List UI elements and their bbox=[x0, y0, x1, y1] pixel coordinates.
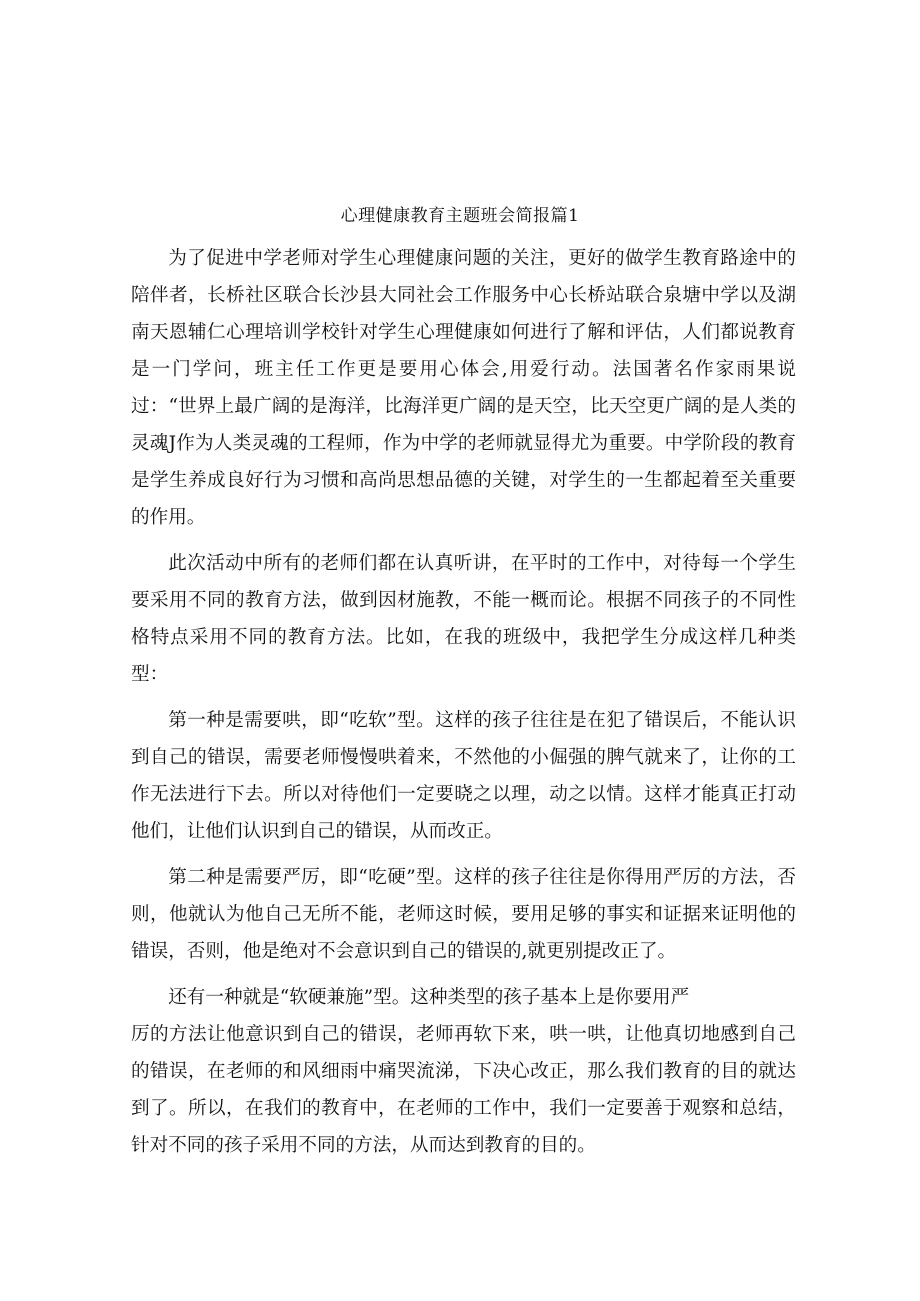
paragraph-type-one: 第一种是需要哄，即“吃软”型。这样的孩子往往是在犯了错误后，不能认识到自己的错误，需要老师慢慢哄着来，不然他的小倔强的脾气就来了，让你的工作无法进行下去。所以对待他们一定要晓之以理，动之以情。这样才能真正打动他们，让他们认识到自己的错误，从而改正。 bbox=[131, 710, 796, 842]
paragraph-type-three-start: 还有一种就是“软硬兼施”型。这种类型的孩子基本上是你要用严 bbox=[168, 987, 690, 1008]
document-title: 心理健康教育主题班会简报篇1 bbox=[340, 206, 580, 226]
document-body bbox=[131, 240, 796, 1173]
paragraph-type-two: 第二种是需要严厉，即“吃硬”型。这样的孩子往往是你得用严厉的方法，否则，他就认为他自己无所不能，老师这时候，要用足够的事实和证据来证明他的错误，否则，他是绝对不会意识到自己的错误的,就更别提改正了。 bbox=[131, 867, 796, 962]
paragraph-type-three-continued: 厉的方法让他意识到自己的错误，老师再软下来，哄一哄，让他真切地感到自己的错误，在老师的和风细雨中痛哭流涕，下决心改正，那么我们教育的目的就达到了。所以，在我们的教育中，在老师的工作中，我们一定要善于观察和总结，针对不同的孩子采用不同的方法，从而达到教育的目的。 bbox=[131, 1024, 796, 1156]
paragraph-activity: 此次活动中所有的老师们都在认真听讲，在平时的工作中，对待每一个学生要采用不同的教育方法，做到因材施教，不能一概而论。根据不同孩子的不同性格特点采用不同的教育方法。比如，在我的班级中，我把学生分成这样几种类型： bbox=[131, 553, 796, 685]
paragraph-intro: 为了促进中学老师对学生心理健康问题的关注，更好的做学生教育路途中的陪伴者，长桥社区联合长沙县大同社会工作服务中心长桥站联合泉塘中学以及湖南天恩辅仁心理培训学校针对学生心理健康如何进行了解和评估，人们都说教育是一门学问，班主任工作更是要用心体会,用爱行动。法国著名作家雨果说过：“世界上最广阔的是海洋，比海洋更广阔的是天空，比天空更广阔的是人类的灵魂J作为人类灵魂的工程师，作为中学的老师就显得尤为重要。中学阶段的教育是学生养成良好行为习惯和高尚思想品德的关键，对学生的一生都起着至关重要的作用。 bbox=[131, 248, 796, 528]
